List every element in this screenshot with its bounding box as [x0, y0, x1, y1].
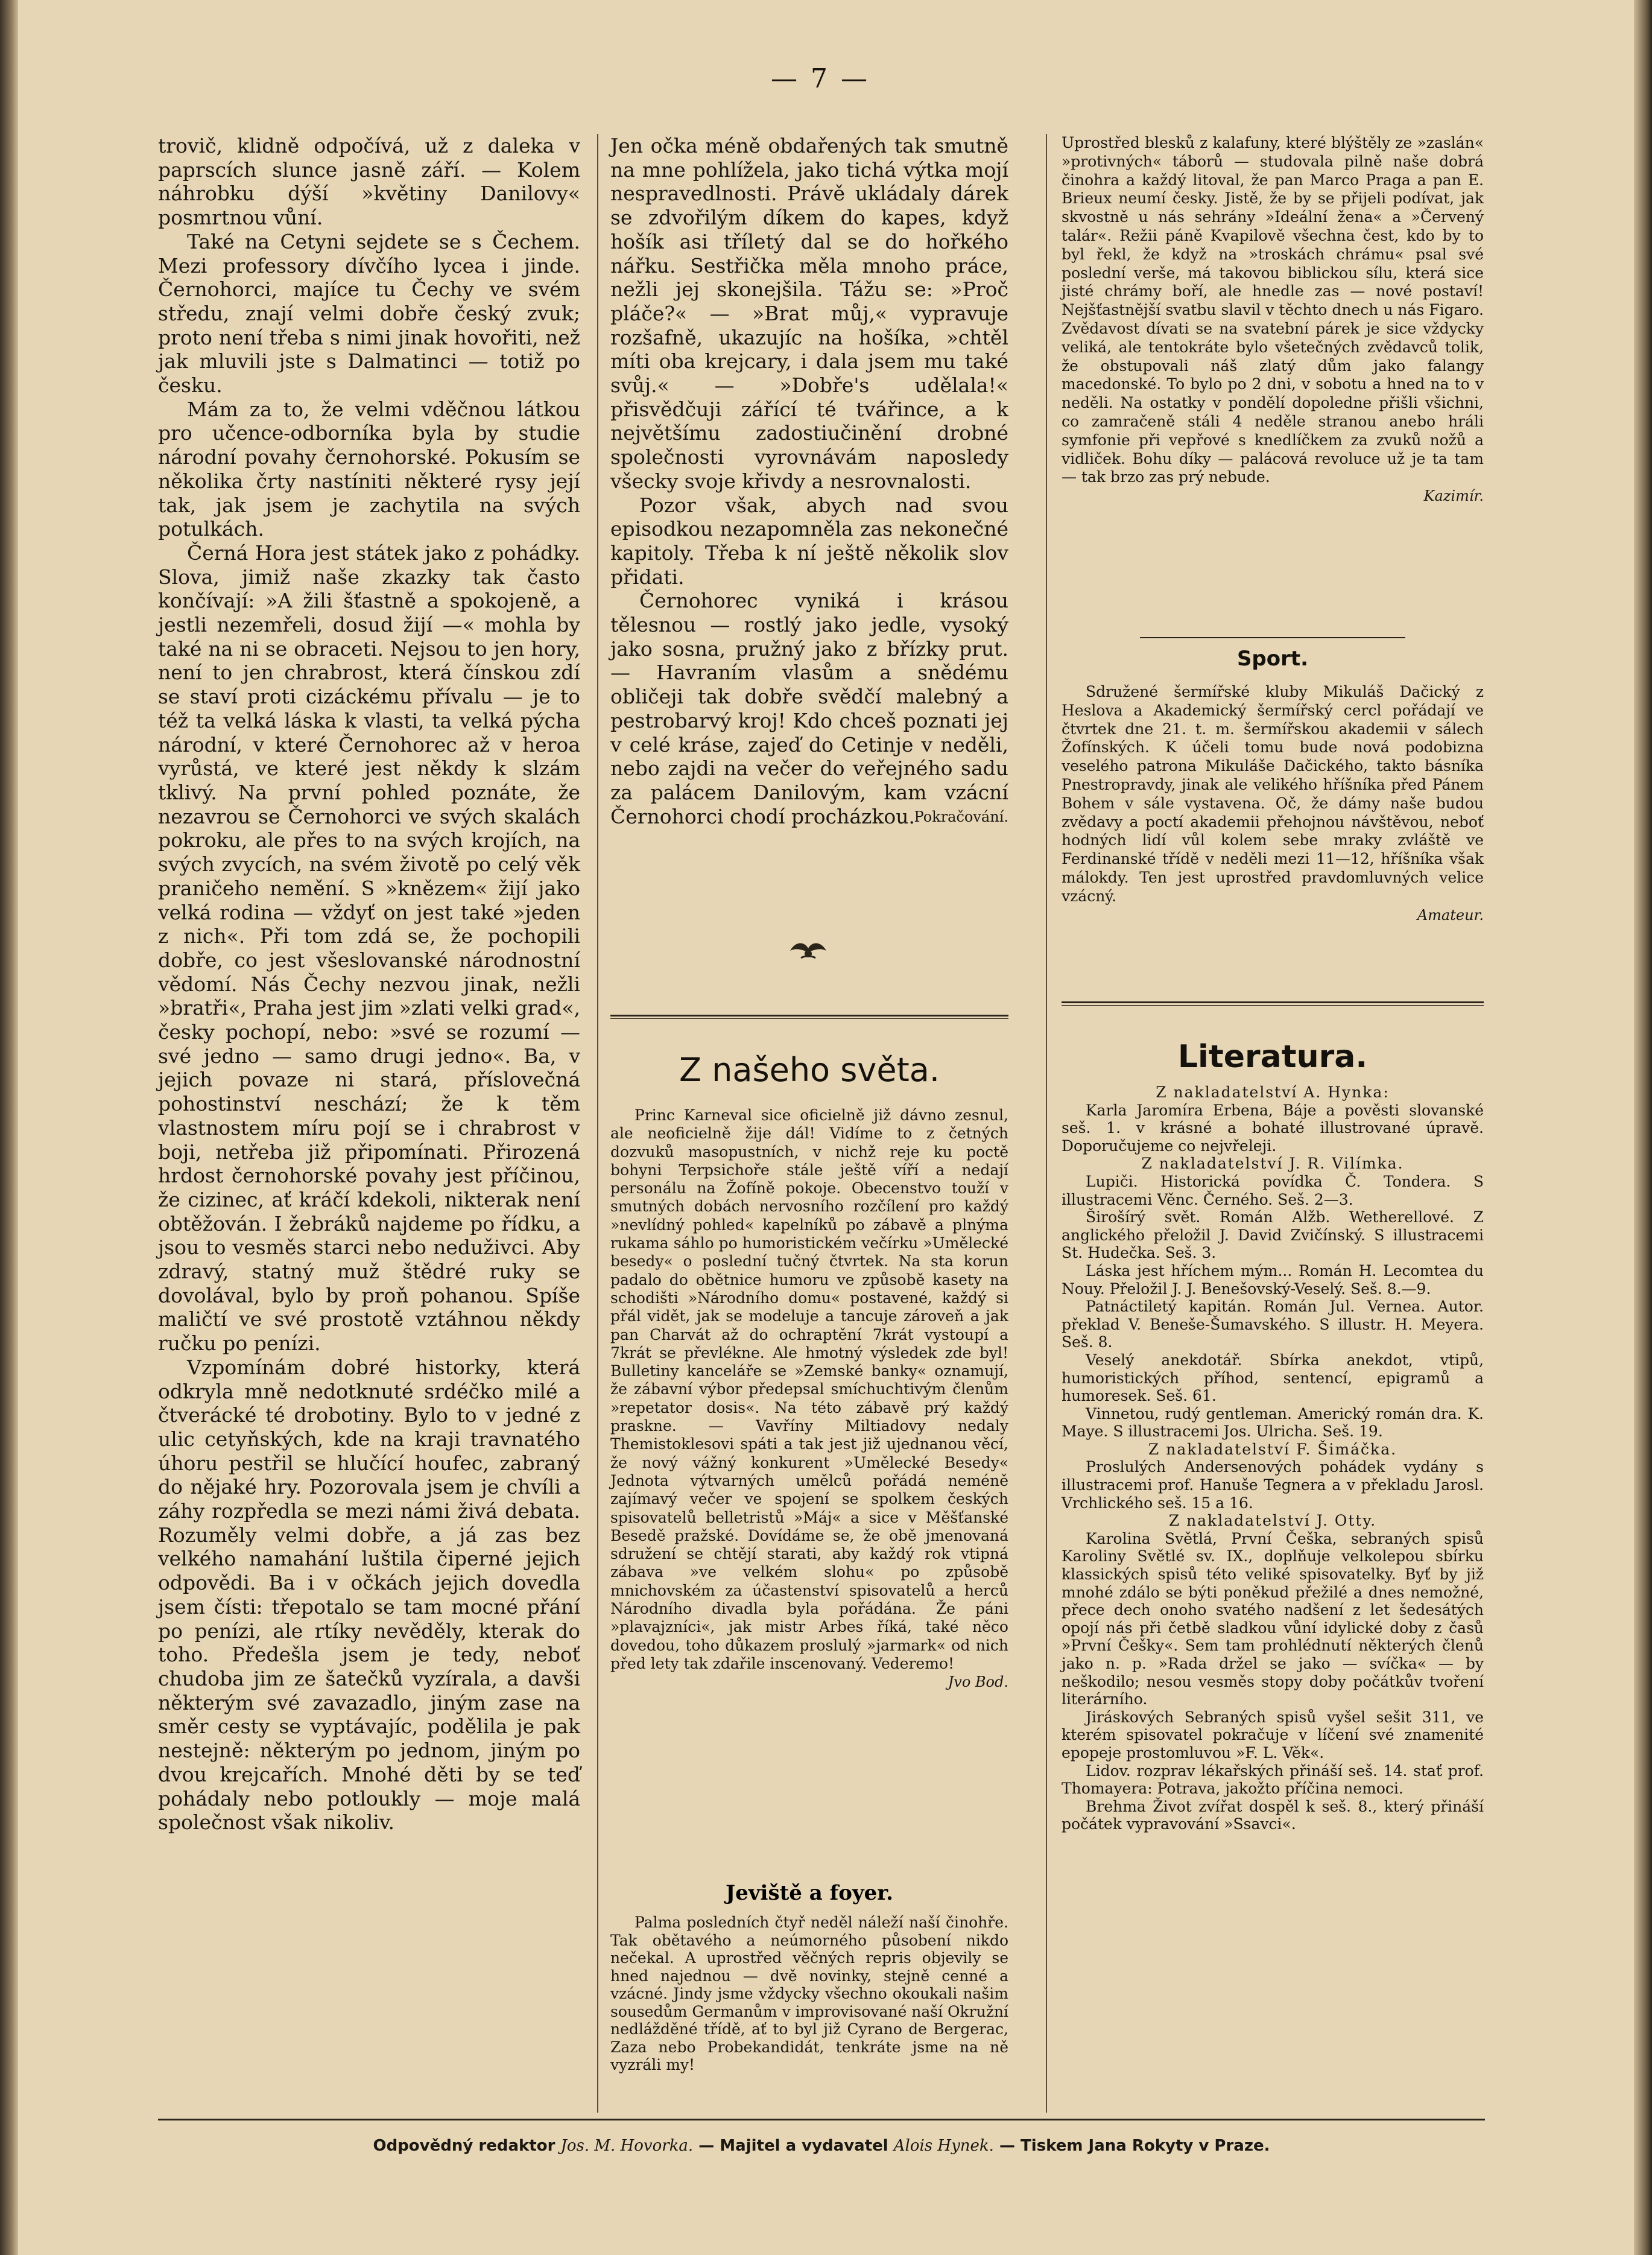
column-rule: [597, 134, 598, 2113]
section-divider: [1140, 637, 1405, 638]
section-heading-sport: Sport.: [1236, 647, 1309, 671]
section-heading-literatura: Literatura.: [1177, 1039, 1368, 1075]
book-entry: Lupiči. Historická povídka Č. Tondera. S illustracemi Věnc. Černého. Seš. 2—3.: [1062, 1172, 1484, 1208]
editor-name: Jos. M. Hovorka.: [560, 2137, 694, 2155]
page-edge: [1634, 0, 1652, 2255]
section-divider: [1062, 1005, 1484, 1006]
imprint-text: Odpovědný redaktor: [373, 2137, 555, 2155]
literatura-article: [1062, 1083, 1484, 1833]
section-heading-z-naseho-sveta: Z našeho světa.: [679, 1051, 940, 1089]
paragraph: Sdružené šermířské kluby Mikuláš Dačický z Heslova a Akademický šermířský cercl pořádají ve čtvrtek dne 21. t. m. šermířskou akademii v sálech Žofínských. K účeli tomu bude nová podobizna veselého patrona Mikuláše Dačického, takto básníka Pnestropravdy, jinak ale velikého hříšníka před Pánem Bohem v sále vystavena. Oč, že dámy naše budou zvědavy a poctí akademii přehojnou návštěvou, neboť hodných lidí vůl kolem sebe mraky zvláště ve Ferdinanské třídě v neděli mezi 11—12, hříšníka však málokdy. Ten jest uprostřed pravdomluvných velice vzácný.: [1062, 683, 1484, 905]
publisher-heading: Z nakladatelství J. Otty.: [1168, 1512, 1377, 1530]
imprint-text: — Tiskem Jana Rokyty v Praze.: [999, 2137, 1270, 2155]
paragraph: Palma posledních čtyř neděl náleží naší činohře. Tak obětavého a neúmorného působení nikdo nečekal. A uprostřed věčných repris objevily se hned najednou — dvě novinky, stejně cenné a vzácné. Jindy jsme vždycky všechno okoukali našim sousedům Germanům v improvisované naší Okružní nedlážděné třídě, ať to byl již Cyrano de Bergerac, Zaza nebo Probekandidát, tenkráte jsme na ně vyzráli my!: [610, 1914, 1008, 2073]
book-entry: Veselý anekdotář. Sbírka anekdot, vtipů, humoristických příhod, sentencí, epigramů a humoresek. Seš. 61.: [1062, 1351, 1484, 1405]
paragraph: Jen očka méně obdařených tak smutně na mne pohlížela, jako tichá výtka mojí nespravedlnosti. Právě ukládaly dárek se zdvořilým díkem do kapes, když hošík asi tříletý dal se do hořkého nářku. Sestřička měla mnoho práce, nežli jej skonejšila. Tážu se: »Proč pláče?« — »Brat můj,« vypravuje rozšafně, ukazujíc na hošíka, »chtěl míti oba krejcary, i dala jsem mu také svůj.« — »Dobře's udělala!« přisvědčuji zářící té tvářince, a k největšímu zadostiučinění drobné společnosti vyrovnávám naposledy všecky svoje křivdy a nesrovnalosti.: [610, 134, 1008, 493]
paragraph: trovič, klidně odpočívá, už z daleka v paprscích slunce jasně září. — Kolem náhrobku dýší »květiny Danilovy« posmrtnou vůní.: [158, 134, 580, 230]
footer-rule: [158, 2119, 1485, 2120]
section-divider: [610, 1015, 1008, 1016]
paragraph: Černá Hora jest státek jako z pohádky. Slova, jimiž naše zkazky tak často končívají: »A žili šťastně a spokojeně, a jestli nezemřeli, dosud žijí —« mohla by také na ni se obraceti. Nejsou to jen hory, není to jen chrabrost, která čínskou zdí se staví proti cizáckému přívalu — je to též ta velká láska k vlasti, ta velká pýcha národní, v které Černohorec až v heroa vyrůstá, ve které jest někdy k slzám tklivý. Na první pohled poznáte, že nezavrou se Černohorci ve svých skalách pokroku, ale přes to na svých krojích, na svých zvycích, na svém životě po celý věk praničeho nemění. S »knězem« žijí jako velká rodina — vždyť on jest také »jeden z nich«. Při tom zdá se, že pochopili dobře, co jest všeslovanské národnostní vědomí. Nás Čechy nezvou jinak, nežli »bratři«, Praha jest jim »zlati velki grad«, česky pochopí, nebo: »své se rozumí — své jedno — samo drugi jedno«. Ba, v jejich povaze ni stará, příslovečná pohostinství neschází; že k těm vlastnostem míru pojí se i chrabrost v boji, netřeba již připomínati. Přirozená hrdost černohorské povahy jest příčinou, že cizinec, ať kráčí kdekoli, nikterak není obtěžován. I žebráků najdeme po řídku, a jsou to vesměs starci nebo neduživci. Aby zdravý, statný muž štědré ruky se dovolával, bylo by proň pohanou. Spíše maličtí ve své prostotě vztáhnou někdy ručku po penízi.: [158, 541, 580, 1356]
publisher-heading: Z nakladatelství A. Hynka:: [1156, 1083, 1390, 1101]
book-entry: Proslulých Andersenových pohádek vydány s illustracemi prof. Hanuše Tegnera a v překladu Jarosl. Vrchlického seš. 15 a 16.: [1062, 1458, 1484, 1512]
column-2: [610, 134, 1008, 829]
section-heading-jeviste: Jeviště a foyer.: [726, 1881, 893, 1905]
paragraph: Uprostřed blesků z kalafuny, které blýštěly ze »zaslán« »protivných« táborů — studovala pilně naše dobrá činohra a každý litoval, že pan Marco Praga a pan E. Brieux neumí česky. Jistě, že by se přijeli podívat, jak skvostně u nás sehrány »Ideální žena« a »Červený talár«. Režii páně Kvapilově všechna čest, kdo by to byl řekl, že když na »troskách chrámu« psal své poslední verše, má takovou biblickou sílu, která sice jisté chrámy boří, ale hnedle zas — nové postaví! Nejšťastnější svatbu slavil v těchto dnech u nás Figaro. Zvědavost dívati se na svatební párek je sice vždycky veliká, ale tentokráte bylo všetečných zvědavců tolik, že obstupovali náš zlatý dům jako falangy macedonské. To bylo po 2 dni, v sobotu a hned na to v neděli. Na ostatky v pondělí dopoledne přišli všichni, co zamračeně stáli 4 neděle stranou anebo hráli symfonie při vepřové s knedlíčkem za zvuků nožů a vidliček. Bohu díky — palácová revoluce už je ta tam — tak brzo zas prý nebude.: [1062, 134, 1484, 486]
owner-name: Alois Hynek.: [893, 2137, 994, 2155]
paragraph: Vzpomínám dobré historky, která odkryla mně nedotknuté srdéčko milé a čtverácké té drobotiny. Bylo to v jedné z ulic cetyňských, kde na kraji travnatého úhoru pestřil se hlučící houfec, zabraný do nějaké hry. Pozorovala jsem je chvíli a záhy rozpředla se mezi námi živá debata. Rozuměly velmi dobře, a já zas bez velkého namahání luštila čiperné jejich odpovědi. Ba i v očkách jejich dovedla jsem čísti: třepotalo se tam mocné přání po penízi, ale rtíky nevěděly, kterak do toho. Předešla jsem je tedy, neboť chudoba jim ze šatečků vyzírala, a davši některým své zavazadlo, jiným zase na směr cesty se vyptávajíc, podělila je pak nestejně: některým po jednom, jiným po dvou krejcařích. Mnohé děti by se teď pohádaly nebo potloukly — moje malá společnost však nikoliv.: [158, 1355, 580, 1835]
floral-ornament-icon: [784, 934, 832, 964]
column-rule: [1046, 134, 1047, 2113]
sport-article: [1062, 683, 1484, 924]
signature: Jvo Bod.: [948, 1673, 1008, 1691]
column-1: [158, 134, 580, 1835]
paragraph: Mám za to, že velmi vděčnou látkou pro učence-odborníka byla by studie národní povahy černohorské. Pokusím se několika črty nastíniti některé rysy její tak, jak jsem je zachytila na svých potulkách.: [158, 397, 580, 541]
signature: Amateur.: [1417, 906, 1484, 924]
paragraph: Princ Karneval sice oficielně již dávno zesnul, ale neoficielně žije dál! Vidíme to z četných dozvuků masopustních, v nichž reje ku poctě bohyni Terpsichoře stále ještě víří a nedají personálu na Žofíně pokoje. Obecenstvo touží v smutných dobách nervosního rozčílení pro každý »nevlídný pohled« kapelníků po zábavě a plnýma rukama sáhlo po humoristickém večírku »Umělecké besedy« o poslední tučný čtvrtek. Na sta korun padalo do obětnice humoru ve způsobě kasety na schodišti »Národního domu« postavené, každý si přál vidět, jak se modeluje a tancuje zároveň a jak pan Charvát až do ochraptění 7krát vystoupí a 7krát se převlékne. Ale hmotný výsledek zde byl! Bulletiny kanceláře se »Zemské banky« oznamují, že zábavní výbor předepsal smíchuchtivým členům »repetator dosis«. Na této zábavě prý každý praskne. — Vavříny Miltiadovy nedaly Themistoklesovi spáti a tak jest již ujednanou věcí, že nový vážný konkurent »Umělecké Besedy« Jednota výtvarných umělců pořádá neméně zajímavý večer ve spojení se spolkem českých spisovatelů belletristů »Máj« a sice v Měšťanské Besedě pražské. Dovídáme se, že obě jmenovaná sdružení se chtějí starati, aby každý rok vtipná zábava »ve velkém slohu« po způsobě mnichovském za účastenství spisovatelů a herců Národního divadla byla pořádána. Že páni »plavajzníci«, jak mistr Arbes říká, také něco dovedou, toho důkazem proslulý »jarmark« od nich před lety tak zdařile inscenovaný. Vederemo!: [610, 1106, 1008, 1672]
book-entry: Karolina Světlá, První Češka, sebraných spisů Karoliny Světlé sv. IX., doplňuje velkolepou sbírku klassických spisů této veliké spisovatelky. Byť by již mnohé zdálo se býti poněkud přežilé a dnes nemožné, přece dech onoho svatého nadšení z let šedesátých opojí nás při četbě sladkou vůní idylické doby z časů »První Češky«. Sem tam prohlédnutí některých členů jako n. p. »Rada držel se jako — svíčka« — by neškodilo; nesou vesměs stopy doby počátkův tvoření literárního.: [1062, 1529, 1484, 1708]
book-entry: Jiráskových Sebraných spisů vyšel sešit 311, ve kterém spisovatel pokračuje v líčení své znamenité epopeje prostomluvou »F. L. Věk«.: [1062, 1708, 1484, 1762]
paragraph: Také na Cetyni sejdete se s Čechem. Mezi professory dívčího lycea i jinde. Černohorci, majíce tu Čechy ve svém středu, znají velmi dobře český zvuk; proto není třeba s nimi jinak hovořiti, než jak mluvili jste s Dalmatinci — totiž po česku.: [158, 229, 580, 398]
book-entry: Širošírý svět. Román Alžb. Wetherellové. Z anglického přeložil J. David Zvičínský. S illustracemi St. Hudečka. Seš. 3.: [1062, 1208, 1484, 1262]
book-entry: Brehma Život zvířat dospěl k seš. 8., který přináší počátek vypravování »Ssavci«.: [1062, 1797, 1484, 1833]
publisher-heading: Z nakladatelství J. R. Vilímka.: [1141, 1155, 1404, 1173]
book-entry: Lidov. rozprav lékařských přináší seš. 14. stať prof. Thomayera: Potrava, jakožto příčina nemoci.: [1062, 1762, 1484, 1798]
book-entry: Patnáctiletý kapitán. Román Jul. Vernea. Autor. překlad V. Beneše-Šumavského. S illustr. H. Meyera. Seš. 8.: [1062, 1298, 1484, 1351]
signature: Kazimír.: [1423, 487, 1484, 505]
page-number: — 7 —: [771, 63, 870, 94]
paragraph: Pozor však, abych nad svou episodkou nezapomněla zas nekonečné kapitoly. Třeba k ní ještě několik slov přidati.: [610, 493, 1008, 589]
column-3: [1062, 134, 1484, 506]
imprint-footer: [158, 2137, 1485, 2155]
publisher-heading: Z nakladatelství F. Šimáčka.: [1148, 1440, 1397, 1458]
binding-spine: [0, 0, 18, 2255]
section-divider: [610, 1018, 1008, 1019]
section-divider: [1062, 1001, 1484, 1003]
book-entry: Karla Jaromíra Erbena, Báje a pověsti slovanské seš. 1. v krásné a bohaté illustrované úpravě. Doporučujeme co nejvřeleji.: [1062, 1101, 1484, 1155]
imprint-text: — Majitel a vydavatel: [698, 2137, 888, 2155]
jeviste-article: [610, 1914, 1008, 2074]
z-naseho-sveta-article: [610, 1106, 1008, 1692]
book-entry: Vinnetou, rudý gentleman. Americký román dra. K. Maye. S illustracemi Jos. Ulricha. Seš. 19.: [1062, 1404, 1484, 1441]
paragraph: Černohorec vyniká i krásou tělesnou — rostlý jako jedle, vysoký jako sosna, pružný jako z břízky prut. — Havraním vlasům a snědému obličeji tak dobře svědčí malebný a pestrobarvý kroj! Kdo chceš poznati jej v celé kráse, zajeď do Cetinje v neděli, nebo zajdi na večer do veřejného sadu za palácem Danilovým, kam vzácní Černohorci chodí procházkou.: [610, 589, 1008, 828]
book-entry: Láska jest hříchem mým... Román H. Lecomtea du Nouy. Přeložil J. J. Benešovský-Veselý. Seš. 8.—9.: [1062, 1261, 1484, 1298]
continued-note: Pokračování.: [914, 808, 1008, 826]
